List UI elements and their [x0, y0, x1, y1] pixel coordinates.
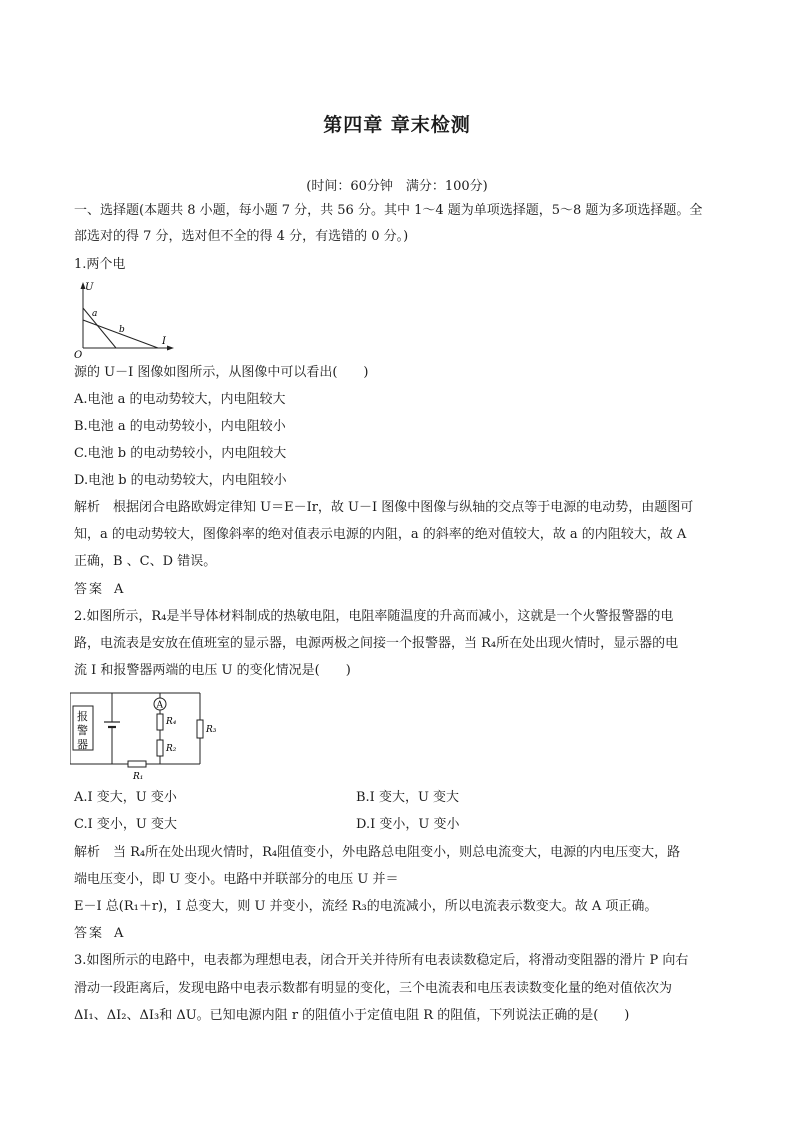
- q2-r3-label: R₃: [206, 725, 217, 735]
- q2-answer-label: 答案: [74, 926, 105, 941]
- q1-origin-label: O: [74, 350, 83, 360]
- q1-answer: [74, 577, 724, 603]
- q1-option-a: A.电池 a 的电动势较大，内电阻较大: [74, 392, 286, 407]
- q2-alarm-char2: 警: [77, 724, 88, 737]
- q2-resistor-r1: [128, 761, 146, 767]
- page-title: 第四章 章末检测: [323, 114, 471, 136]
- q3-stem-line2: 滑动一段距离后，发现电路中电表示数都有明显的变化，三个电流表和电压表读数变化量的绝对值依次为: [74, 981, 673, 996]
- q2-r1-label: R₁: [133, 772, 144, 782]
- q1-stem-start: 1.两个电: [74, 257, 126, 272]
- q1-analysis-line1: 解析 根据闭合电路欧姆定律知 U＝E－Ir，故 U－I 图像中图像与纵轴的交点等于电源的电动势，由题图可: [74, 500, 694, 515]
- q1-option-d: D.电池 b 的电动势较大，内电阻较小: [74, 473, 287, 488]
- q2-option-c: C.I 变小，U 变大: [74, 817, 177, 832]
- q2-analysis-line1: 解析 当 R₄所在处出现火情时，R₄阻值变小，外电路总电阻变小，则总电流变大，电源的内电压变大，路: [74, 845, 681, 860]
- q2-alarm-char1: 报: [77, 710, 88, 723]
- q3-stem-line3: ΔI₁、ΔI₂、ΔI₃和 ΔU。已知电源内阻 r 的阻值小于定值电阻 R 的阻值，下列说法正确的是( ): [74, 1008, 630, 1023]
- q2-ammeter-label: A: [156, 700, 163, 711]
- q2-option-a: A.I 变大，U 变小: [74, 790, 177, 805]
- q2-stem-line2: 路，电流表是安放在值班室的显示器，电源两极之间接一个报警器，当 R₄所在处出现火情时，显示器的电: [74, 636, 679, 651]
- q1-x-arrow: [167, 346, 174, 351]
- q2-analysis-line2: 端电压变小，即 U 变小。电路中并联部分的电压 U 并＝: [74, 872, 399, 887]
- q1-a-label: a: [92, 309, 98, 319]
- q1-answer-label: 答案: [74, 582, 105, 597]
- q2-option-d: D.I 变小，U 变小: [356, 817, 460, 832]
- q2-resistor-r4: [157, 714, 163, 730]
- q1-answer-value: A: [114, 582, 124, 597]
- q1-x-label: I: [162, 336, 166, 347]
- q2-r4-label: R₄: [166, 717, 177, 727]
- q2-stem-line3: 流 I 和报警器两端的电压 U 的变化情况是( ): [74, 663, 351, 678]
- q2-alarm-char3: 器: [77, 738, 88, 751]
- q2-answer-value: A: [114, 926, 124, 941]
- q1-analysis-line3: 正确，B 、C、D 错误。: [74, 554, 217, 569]
- q1-line-a: [83, 308, 116, 348]
- q2-stem-line1: 2.如图所示，R₄是半导体材料制成的热敏电阻，电阻率随温度的升高而减小，这就是一个火警报警器的电: [74, 609, 674, 624]
- section-heading-line1: 一、选择题(本题共 8 小题，每小题 7 分，共 56 分。其中 1～4 题为单项选择题，5～8 题为多项选择题。全: [74, 203, 703, 218]
- exam-time-score: (时间：60分钟 满分：100分): [306, 179, 488, 194]
- q1-analysis-line2: 知，a 的电动势较大，图像斜率的绝对值表示电源的内阻，a 的斜率的绝对值较大，故 a 的内阻较大，故 A: [74, 527, 687, 542]
- q1-stem-end: 源的 U－I 图像如图所示，从图像中可以看出( ): [74, 365, 369, 380]
- q2-circuit-diagram: [70, 688, 230, 784]
- section-heading-line2: 部选对的得 7 分，选对但不全的得 4 分，有选错的 0 分。): [74, 229, 409, 244]
- q2-option-b: B.I 变大，U 变大: [356, 790, 460, 805]
- q1-y-label: U: [85, 282, 94, 293]
- q3-stem-line1: 3.如图所示的电路中，电表都为理想电表，闭合开关并待所有电表读数稳定后，将滑动变阻器的滑片 P 向右: [74, 953, 689, 968]
- q1-option-b: B.电池 a 的电动势较小，内电阻较小: [74, 419, 286, 434]
- q2-resistor-r3: [197, 720, 203, 738]
- q2-resistor-r2: [157, 740, 163, 756]
- q1-option-c: C.电池 b 的电动势较小，内电阻较大: [74, 446, 287, 461]
- q1-ui-graph: [70, 280, 180, 360]
- q2-answer: [74, 921, 724, 947]
- q2-analysis-line3: E－I 总(R₁＋r)，I 总变大，则 U 并变小，流经 R₃的电流减小，所以电流表示数变大。故 A 项正确。: [74, 899, 658, 914]
- q1-b-label: b: [119, 325, 125, 335]
- q2-r2-label: R₂: [166, 744, 177, 754]
